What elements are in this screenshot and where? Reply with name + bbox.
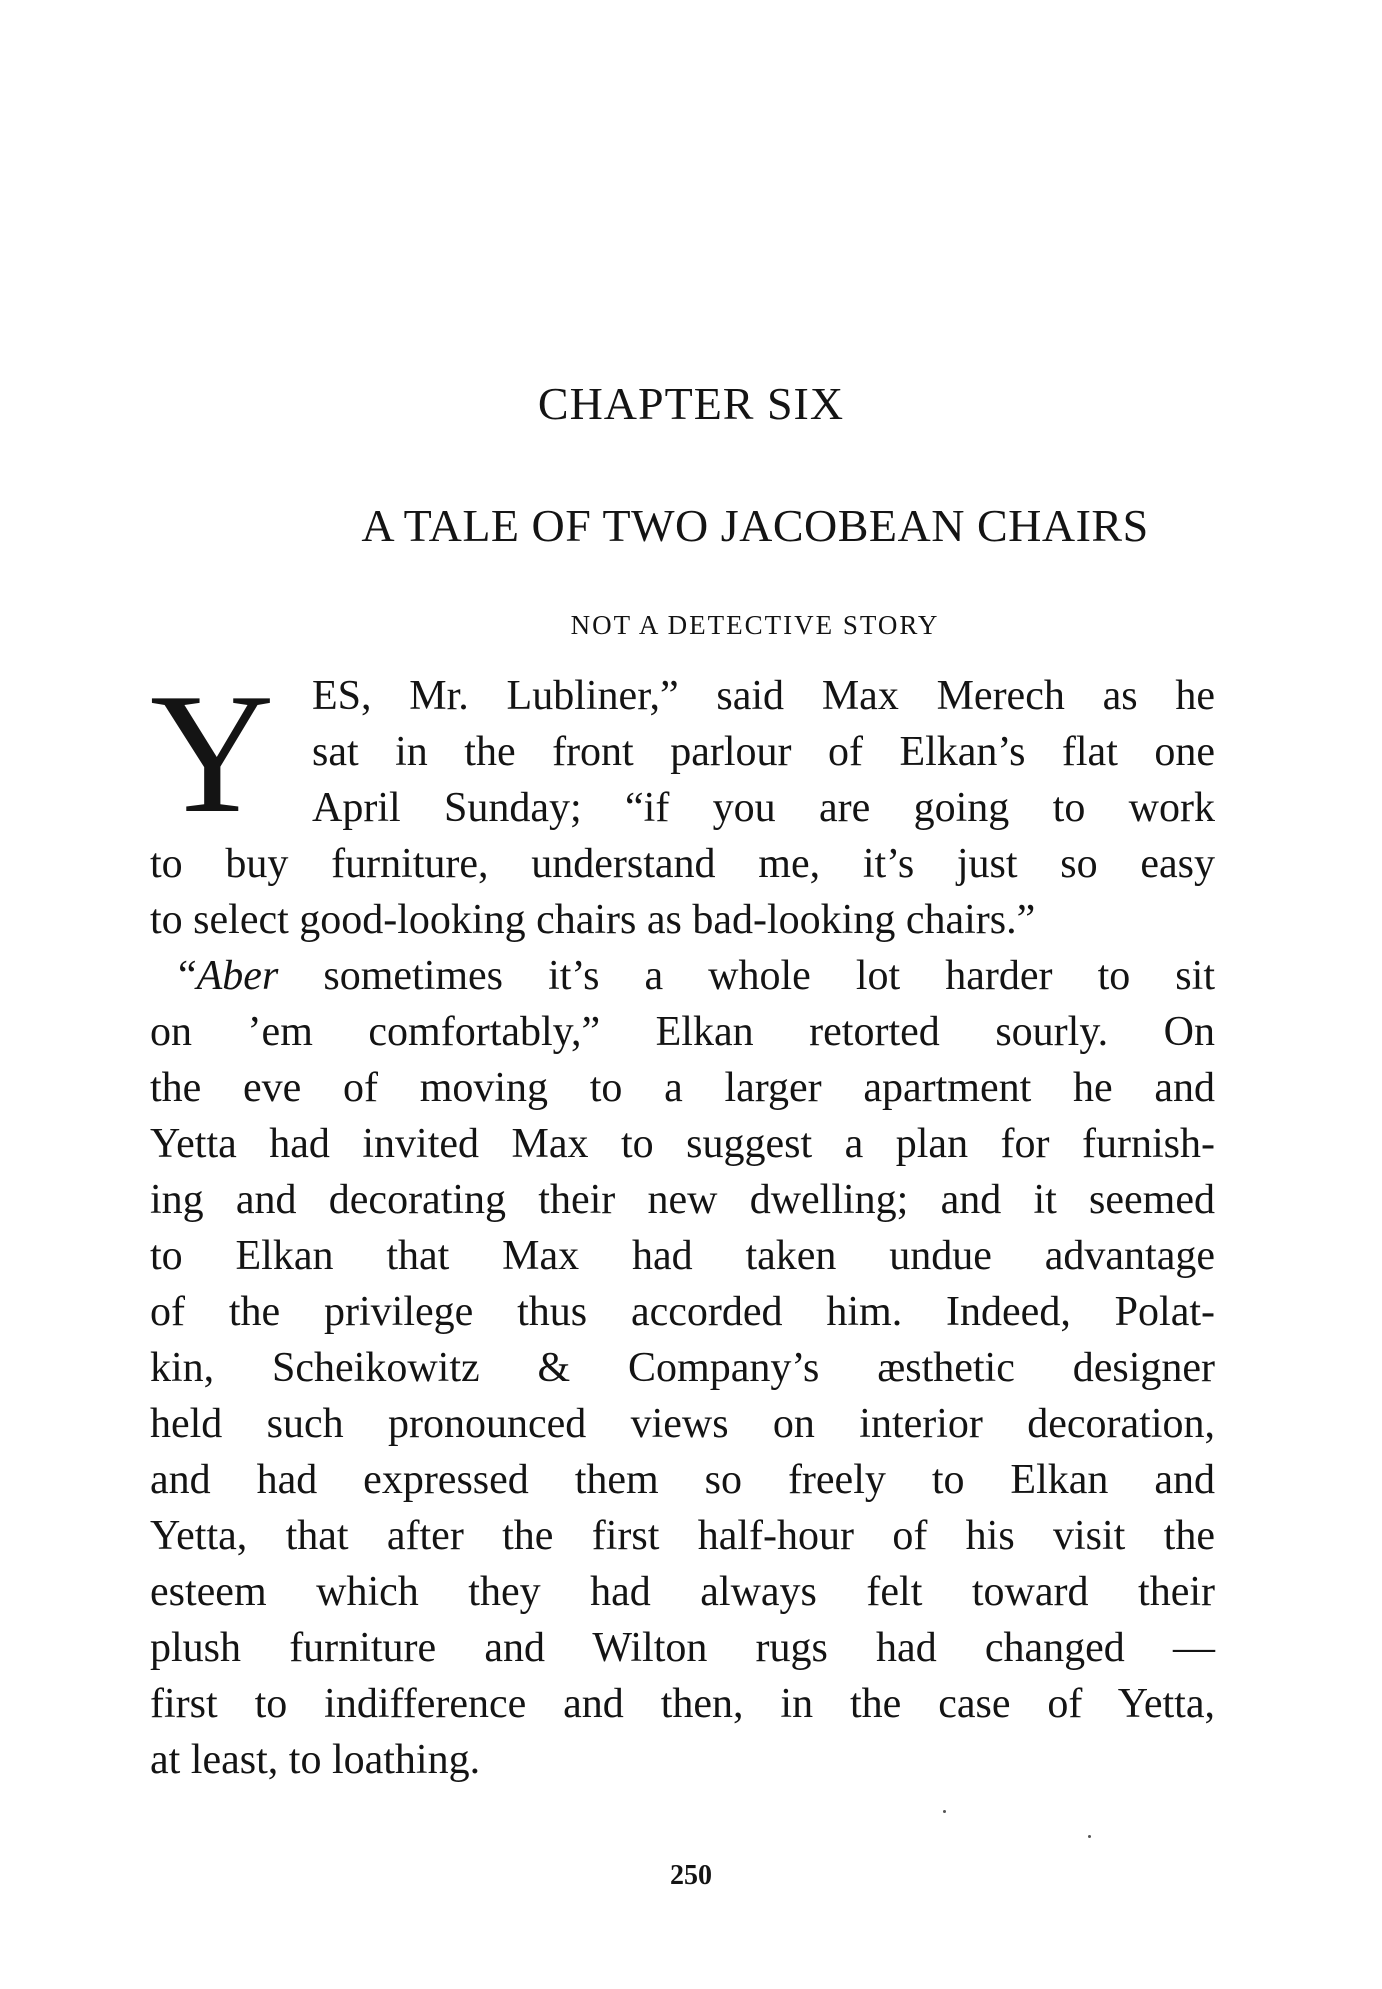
text-line: to Elkan that Max had taken undue advantage	[150, 1233, 1215, 1279]
chapter-heading: CHAPTER SIX	[537, 378, 845, 429]
text-line: ES, Mr. Lubliner,” said Max Merech as he	[312, 673, 1215, 719]
ink-speck	[943, 1810, 946, 1813]
open-quote: “	[178, 953, 197, 999]
text-line: first to indifference and then, in the case of Yetta,	[150, 1681, 1215, 1727]
text-line: the eve of moving to a larger apartment he and	[150, 1065, 1215, 1111]
text-line: kin, Scheikowitz & Company’s æsthetic designer	[150, 1345, 1215, 1391]
text-line: April Sunday; “if you are going to work	[312, 785, 1215, 831]
text-line: on ’em comfortably,” Elkan retorted sourly. On	[150, 1009, 1215, 1055]
text-line: to select good-looking chairs as bad-looking chairs.”	[150, 897, 1036, 943]
italic-word: Aber	[196, 953, 279, 999]
text-line: sat in the front parlour of Elkan’s flat one	[312, 729, 1215, 775]
text-line: plush furniture and Wilton rugs had changed —	[150, 1625, 1215, 1671]
text-line: to buy furniture, understand me, it’s just so easy	[150, 841, 1215, 887]
text-line: ing and decorating their new dwelling; and it seemed	[150, 1177, 1215, 1223]
page-number: 250	[670, 1860, 712, 1891]
text-line: esteem which they had always felt toward their	[150, 1569, 1215, 1615]
paragraph-first-line	[178, 955, 1215, 997]
story-title: A TALE OF TWO JACOBEAN CHAIRS	[361, 500, 1149, 551]
text-line: and had expressed them so freely to Elkan and	[150, 1457, 1215, 1503]
text-line: of the privilege thus accorded him. Indeed, Polat-	[150, 1289, 1215, 1335]
text-line: Yetta had invited Max to suggest a plan for furnish-	[150, 1121, 1215, 1167]
ink-speck	[1088, 1835, 1091, 1838]
text-line: at least, to loathing.	[150, 1737, 481, 1783]
first-line-rest: sometimes it’s a whole lot harder to sit	[278, 953, 1215, 999]
drop-cap: Y	[150, 659, 275, 849]
text-line: held such pronounced views on interior decoration,	[150, 1401, 1215, 1447]
story-subtitle: NOT A DETECTIVE STORY	[570, 610, 940, 640]
text-line: Yetta, that after the first half-hour of his visit the	[150, 1513, 1215, 1559]
